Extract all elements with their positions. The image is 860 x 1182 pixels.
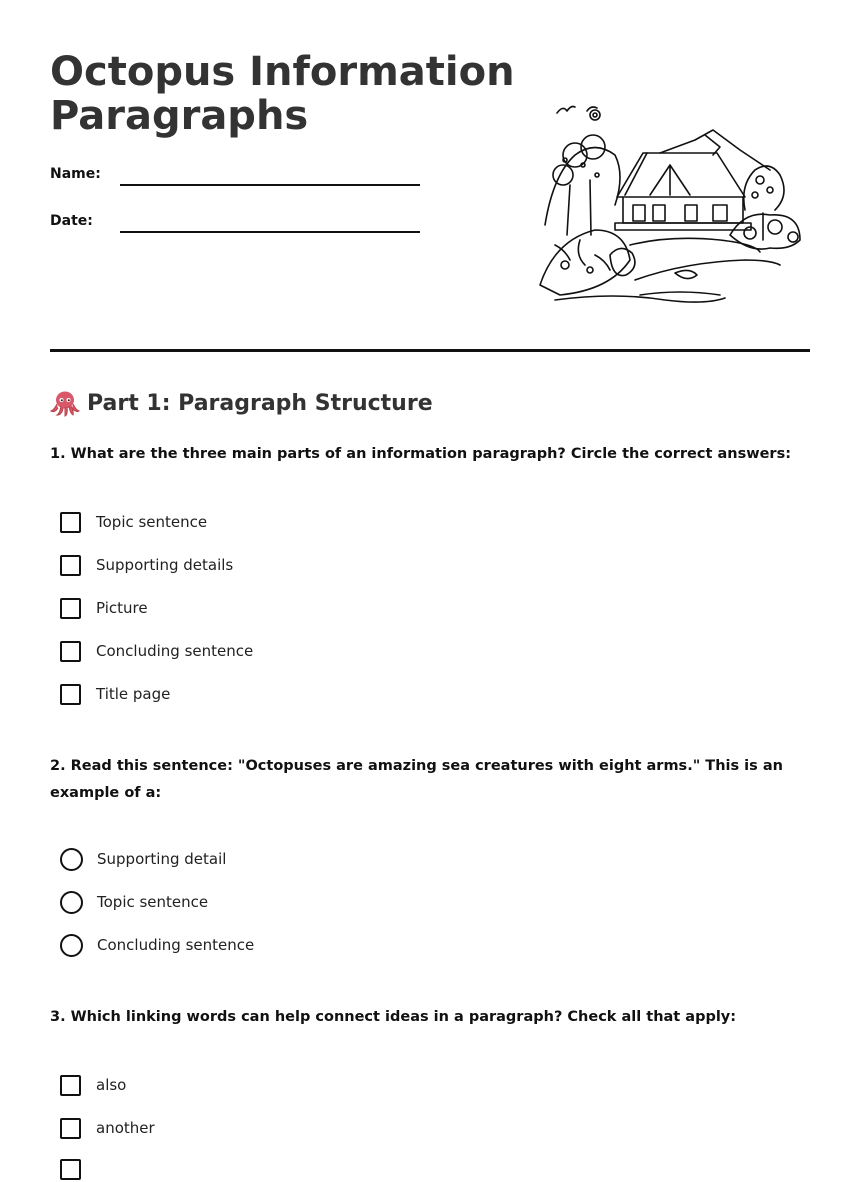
name-field[interactable] (50, 166, 420, 190)
checkbox[interactable] (60, 1159, 81, 1180)
name-label: Name: (50, 166, 101, 182)
q2-option-topic-sentence[interactable] (60, 889, 208, 915)
q1-option-topic-sentence[interactable] (60, 509, 207, 535)
checkbox[interactable] (60, 684, 81, 705)
option-label: Supporting detail (97, 850, 227, 868)
question-1: 1. What are the three main parts of an information paragraph? Circle the correct answers: (50, 446, 792, 462)
q3-option-another[interactable] (60, 1115, 155, 1141)
octopus-icon (50, 389, 80, 417)
house-landscape-illustration (535, 95, 805, 310)
q1-option-concluding-sentence[interactable] (60, 638, 253, 664)
q2-option-concluding-sentence[interactable] (60, 932, 254, 958)
option-label: Concluding sentence (96, 642, 254, 660)
option-label: also (96, 1076, 127, 1094)
option-label: another (96, 1119, 155, 1137)
option-label: Concluding sentence (97, 936, 255, 954)
option-label: Topic sentence (96, 513, 208, 531)
checkbox[interactable] (60, 641, 81, 662)
date-label: Date: (50, 213, 93, 229)
date-line[interactable] (120, 231, 420, 233)
option-label: Picture (96, 599, 148, 617)
option-label: Title page (96, 685, 171, 703)
name-line[interactable] (120, 184, 420, 186)
checkbox[interactable] (60, 1118, 81, 1139)
q1-option-picture[interactable] (60, 595, 148, 621)
header-divider (50, 349, 810, 352)
radio-button[interactable] (60, 891, 83, 914)
checkbox[interactable] (60, 598, 81, 619)
q1-option-title-page[interactable] (60, 681, 170, 707)
checkbox[interactable] (60, 512, 81, 533)
radio-button[interactable] (60, 848, 83, 871)
checkbox[interactable] (60, 1075, 81, 1096)
part1-heading (50, 389, 433, 417)
question-3: 3. Which linking words can help connect ideas in a paragraph? Check all that apply: (50, 1009, 737, 1025)
option-label: Topic sentence (97, 893, 209, 911)
q3-option-partial[interactable] (60, 1156, 96, 1182)
worksheet-title: Octopus Information Paragraphs (50, 49, 515, 139)
q2-option-supporting-detail[interactable] (60, 846, 226, 872)
question-2: 2. Read this sentence: "Octopuses are amazing sea creatures with eight arms." This is an example of a: (50, 758, 783, 801)
radio-button[interactable] (60, 934, 83, 957)
q3-option-also[interactable] (60, 1072, 126, 1098)
part1-heading-text: Part 1: Paragraph Structure (87, 390, 433, 416)
q1-option-supporting-details[interactable] (60, 552, 233, 578)
option-label: Supporting details (96, 556, 234, 574)
checkbox[interactable] (60, 555, 81, 576)
date-field[interactable] (50, 213, 420, 237)
